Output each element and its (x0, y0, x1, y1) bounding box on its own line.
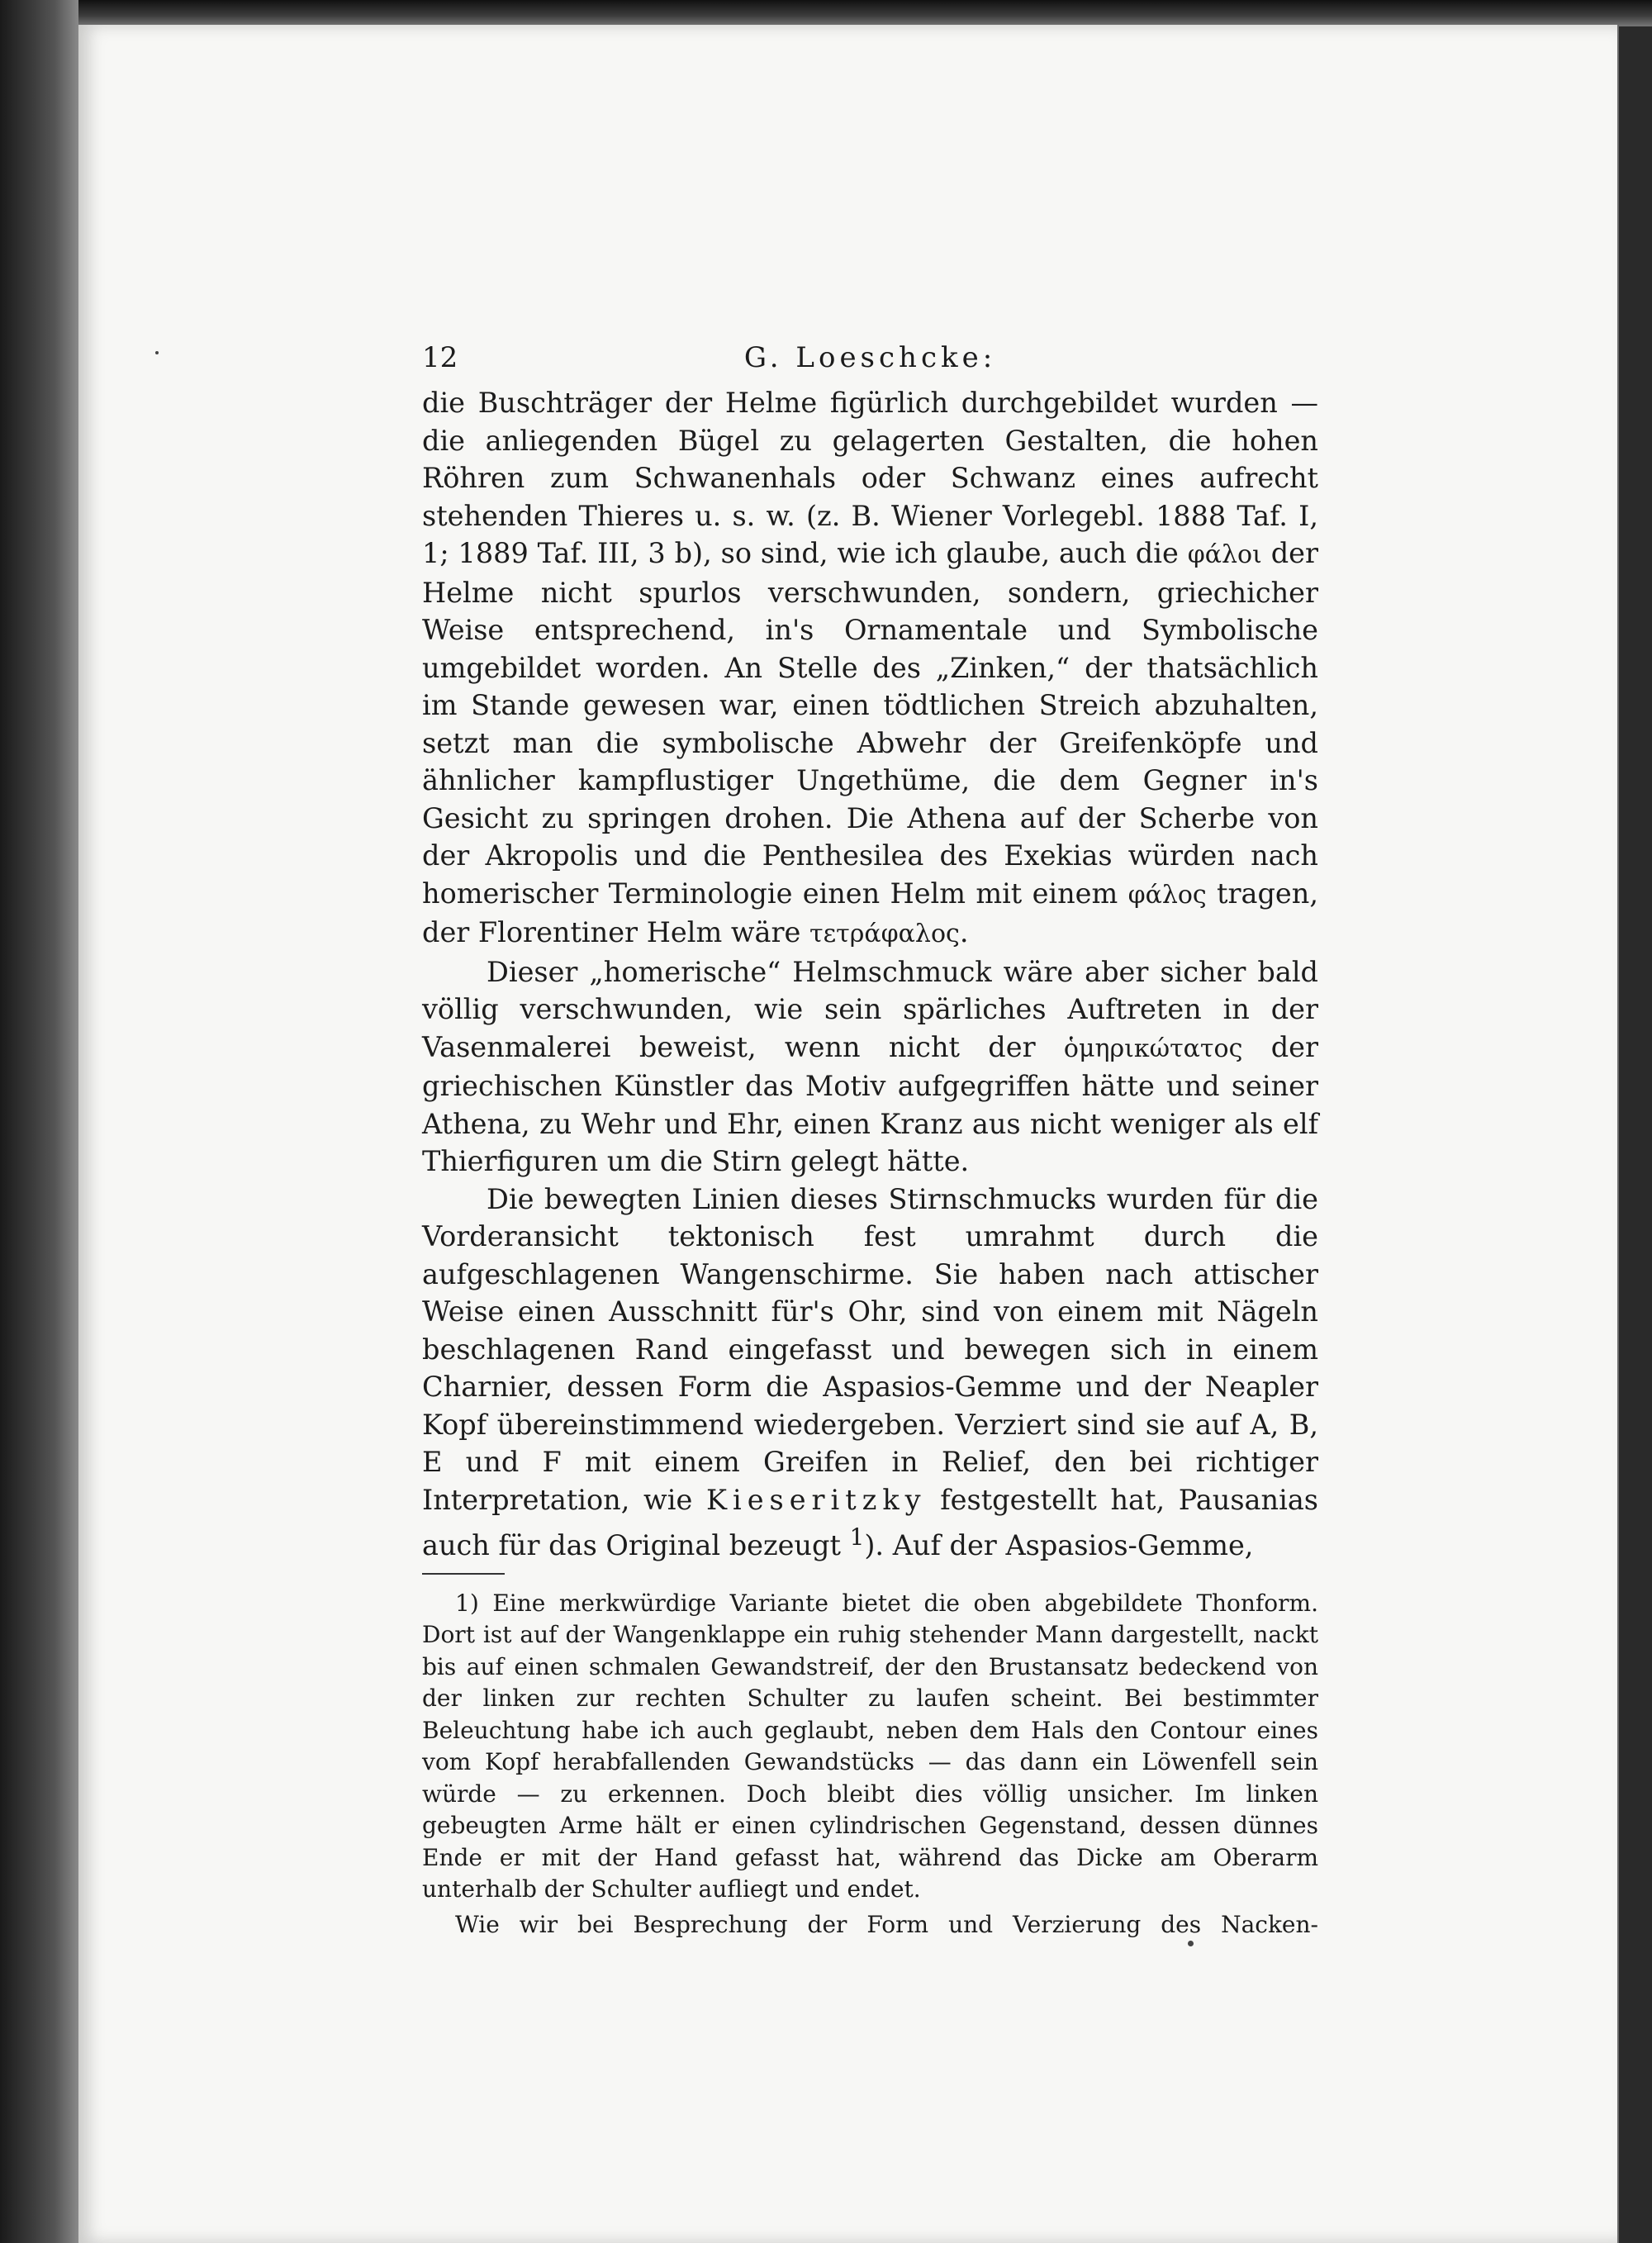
greek-term: ὁμηρικώτατος (1063, 1034, 1243, 1063)
footnote-rule (422, 1573, 505, 1575)
footnote-marker: 1) (455, 1589, 479, 1617)
page-text (422, 335, 1318, 1941)
paragraph-3: Die bewegten Linien dieses Stirnschmucks wurden für die Vorderansicht tektonisch fest umrahmt durch die aufgeschlagenen Wangenschirme. Sie haben nach attischer Weise einen Ausschnitt für's Ohr, sind von einem mit Nägeln beschlagenen Rand eingefasst und bewegen sich in einem Charnier, dessen Form die Aspasios-Gemme und der Neapler Kopf übereinstimmend wiedergeben. Verziert sind sie auf A, B, E und F mit einem Greifen in Relief, den bei richtiger Interpretation, wie Kieseritzky festgestellt hat, Pausanias auch für das Original bezeugt $^1$). Auf der Aspasios-Gemme, (422, 1182, 1318, 1562)
running-head-author: G. Loeschcke: (743, 341, 997, 374)
footnote-reference: 1 (849, 1523, 865, 1551)
paragraph-1: die Buschträger der Helme figürlich durchgebildet wurden — die anliegenden Bügel zu gelagerten Gestalten, die hohen Röhren zum Schwanenhals oder Schwanz eines aufrecht stehenden Thieres u. s. w. (z. B. Wiener Vorlegebl. 1888 Taf. I, 1; 1889 Taf. III, 3 b), so sind, wie ich glaube, auch die φάλοι der Helme nicht spurlos verschwunden, sondern, griechicher Weise entsprechend, in's Ornamentale und Symbolische umgebildet worden. An Stelle des „Zinken,“ der thatsächlich im Stande gewesen war, einen tödtlichen Streich abzuhalten, setzt man die symbolische Abwehr der Greifenköpfe und ähnlicher kampflustiger Ungethüme, die dem Gegner in's Gesicht zu springen drohen. Die Athena auf der Scherbe von der Akropolis und die Penthesilea des Exekias würden nach homerischer Terminologie einen Helm mit einem φάλος tragen, der Florentiner Helm wäre τετράφαλος. (422, 387, 1318, 948)
greek-term: φάλος (1127, 880, 1207, 910)
running-head (422, 335, 1318, 384)
footnote: 1) Eine merkwürdige Variante bietet die oben abgebildete Thonform. Dort ist auf der Wangenklappe ein ruhig stehender Mann dargestellt, nackt bis auf einen schmalen Gewandstreif, der den Brustansatz bedeckend von der linken zur rechten Schulter zu laufen scheint. Bei bestimmter Beleuchtung habe ich auch geglaubt, neben dem Hals den Contour eines vom Kopf herabfallenden Gewandstücks — das dann ein Löwenfell sein würde — zu erkennen. Doch bleibt dies völlig unsicher. Im linken gebeugten Arme hält er einen cylindrischen Gegenstand, dessen dünnes Ende er mit der Hand gefasst hat, während das Dicke am Oberarm unterhalb der Schulter aufliegt und endet. (422, 1589, 1318, 1903)
page-number: 12 (422, 341, 458, 374)
paper-speck (1188, 1941, 1194, 1946)
paragraph-2: Dieser „homerische“ Helmschmuck wäre aber sicher bald völlig verschwunden, wie sein spärliches Auftreten in der Vasenmalerei beweist, wenn nicht der ὁμηρικώτατος der griechischen Künstler das Motiv aufgegriffen hätte und seiner Athena, zu Wehr und Ehr, einen Kranz aus nicht weniger als elf Thierfiguren um die Stirn gelegt hätte. (422, 955, 1319, 1177)
greek-term: τετράφαλος (809, 920, 960, 948)
scan-top-edge (0, 0, 1652, 26)
author-name-spaced: Kieseritzky (705, 1483, 927, 1516)
greek-term: φάλοι (1187, 540, 1262, 569)
continuation-line: Wie wir bei Besprechung der Form und Verzierung des Nacken- (455, 1910, 1318, 1938)
scan-left-edge (0, 0, 78, 2243)
paper-speck (155, 351, 159, 354)
page-edge-line (1617, 25, 1619, 2243)
